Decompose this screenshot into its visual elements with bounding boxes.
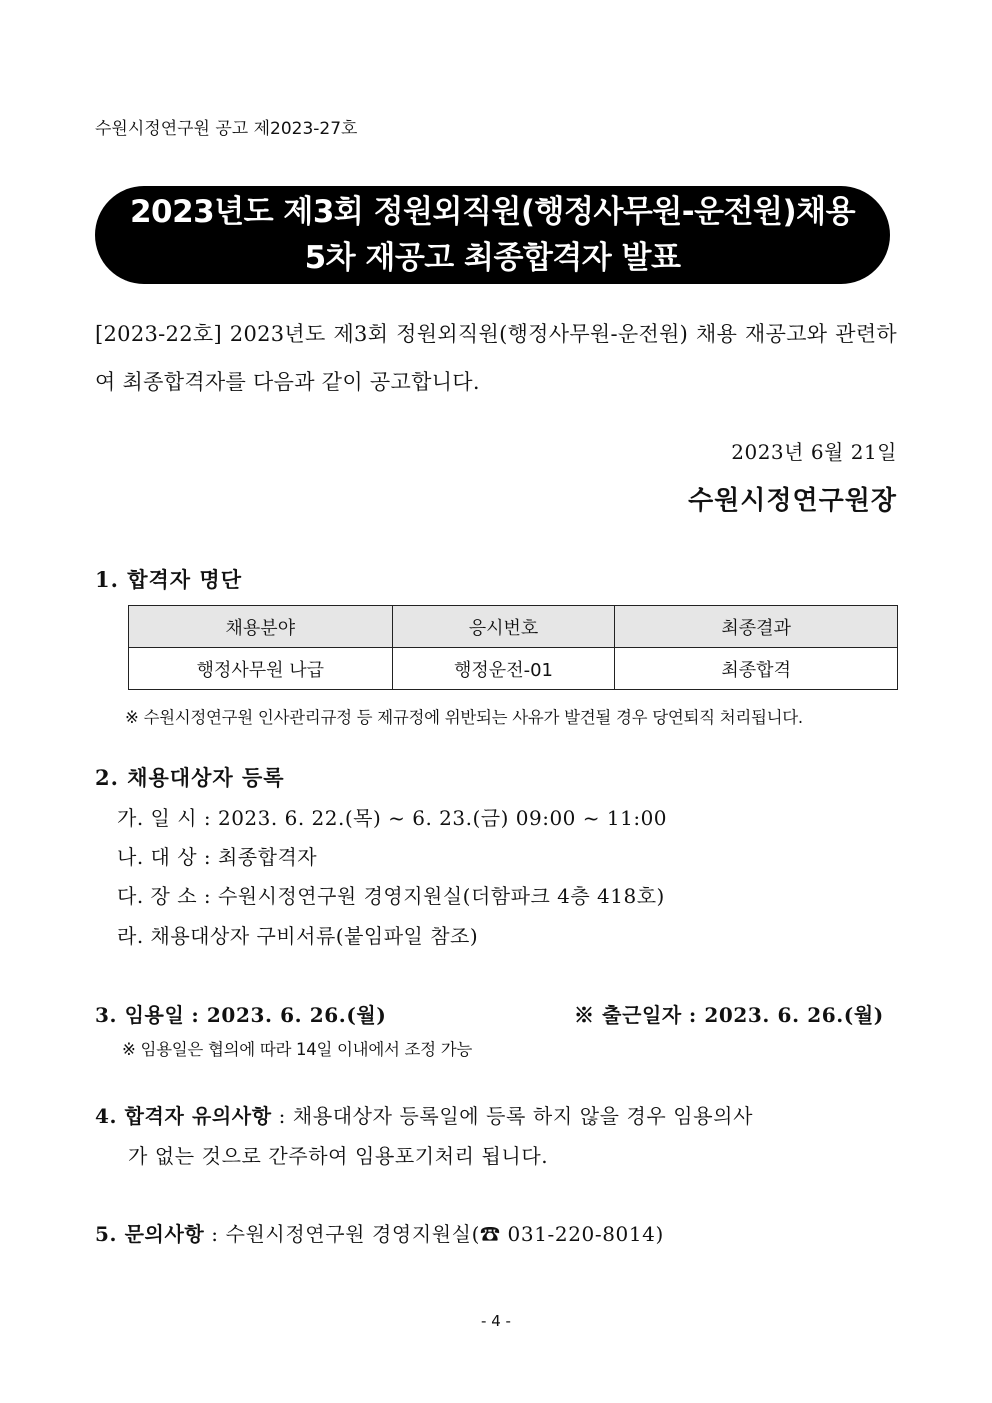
list-item: 라. 채용대상자 구비서류(붙임파일 참조)	[117, 924, 479, 948]
section-5-line	[95, 1218, 664, 1247]
announcement-date: 2023년 6월 21일	[731, 440, 897, 464]
result-table	[128, 605, 898, 690]
contact-text: : 수원시정연구원 경영지원실(☎ 031-220-8014)	[211, 1222, 664, 1246]
section-4-line-1	[95, 1100, 753, 1129]
section-1-note: ※ 수원시정연구원 인사관리규정 등 제규정에 위반되는 사유가 발견될 경우 당연퇴직 처리됩니다.	[125, 708, 803, 727]
start-date-label: ※ 출근일자	[574, 1003, 682, 1027]
section-4-text-1: : 채용대상자 등록일에 등록 하지 않을 경우 임용의사	[278, 1104, 753, 1128]
section-3-note: ※ 임용일은 협의에 따라 14일 이내에서 조정 가능	[122, 1040, 473, 1059]
start-date-line	[574, 999, 884, 1028]
start-date-value: : 2023. 6. 26.(월)	[688, 1003, 884, 1027]
title-line-1: 2023년도 제3회 정원외직원(행정사무원-운전원)채용	[129, 194, 856, 230]
table-cell: 행정사무원 나급	[129, 648, 393, 690]
table-header-cell: 채용분야	[129, 606, 393, 648]
title-banner	[95, 186, 890, 284]
title-line-2: 5차 재공고 최종합격자 발표	[304, 240, 681, 276]
table-cell: 행정운전-01	[392, 648, 615, 690]
section-4-label: 4. 합격자 유의사항	[95, 1104, 272, 1128]
table-header-row	[129, 606, 898, 648]
section-1-title: 1. 합격자 명단	[95, 567, 242, 592]
section-4-text-2: 가 없는 것으로 간주하여 임용포기처리 됩니다.	[128, 1144, 549, 1168]
table-cell: 최종합격	[615, 648, 898, 690]
section-3-line	[95, 999, 386, 1028]
table-header-cell: 응시번호	[392, 606, 615, 648]
table-header-cell: 최종결과	[615, 606, 898, 648]
section-5-label: 5. 문의사항	[95, 1222, 205, 1246]
page-number: - 4 -	[481, 1312, 511, 1330]
issuer-name: 수원시정연구원장	[688, 486, 897, 516]
list-item: 다. 장 소 : 수원시정연구원 경영지원실(더함파크 4층 418호)	[117, 884, 665, 908]
list-item: 나. 대 상 : 최종합격자	[117, 845, 318, 869]
intro-paragraph: [2023-22호] 2023년도 제3회 정원외직원(행정사무원-운전원) 채용 재공고와 관련하여 최종합격자를 다음과 같이 공고합니다.	[95, 322, 897, 394]
appointment-date: : 2023. 6. 26.(월)	[191, 1003, 387, 1027]
section-2-title: 2. 채용대상자 등록	[95, 765, 285, 790]
section-3-label: 3. 임용일	[95, 1003, 185, 1027]
list-item: 가. 일 시 : 2023. 6. 22.(목) ~ 6. 23.(금) 09:00 ~ 11:00	[117, 806, 668, 830]
notice-number: 수원시정연구원 공고 제2023-27호	[95, 119, 358, 139]
table-row	[129, 648, 898, 690]
